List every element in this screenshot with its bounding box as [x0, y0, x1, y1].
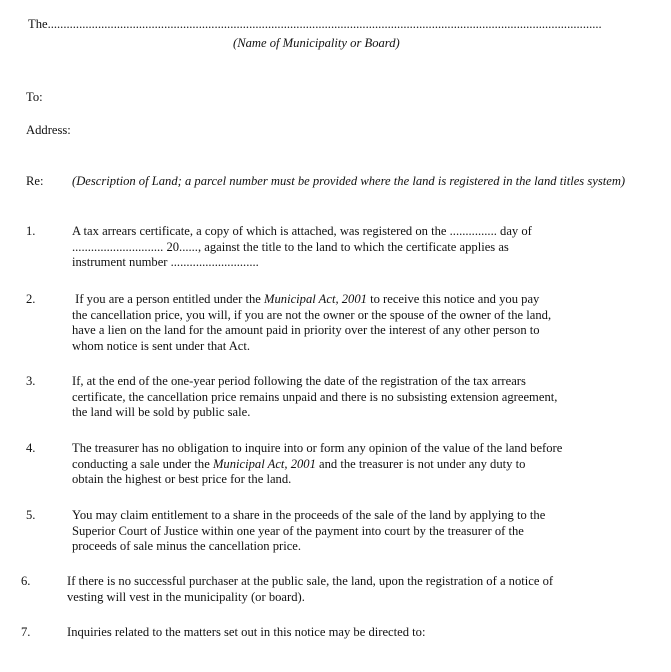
paragraph-3-line: If, at the end of the one-year period following the date of the registration of the tax arrears	[72, 374, 526, 388]
paragraph-5-line: proceeds of sale minus the cancellation price.	[72, 539, 302, 553]
paragraph-7-line: Inquiries related to the matters set out in this notice may be directed to:	[67, 625, 426, 639]
paragraph-4-line	[72, 457, 662, 473]
paragraph-2-number: 2.	[26, 292, 36, 306]
paragraph-5-text	[72, 508, 662, 555]
paragraph-1-line: A tax arrears certificate, a copy of which is attached, was registered on the ............... day of	[72, 224, 532, 238]
paragraph-6-number: 6.	[21, 574, 31, 588]
paragraph-3-text	[72, 374, 662, 421]
paragraph-4-line: obtain the highest or best price for the land.	[72, 472, 292, 486]
paragraph-1-text	[72, 224, 662, 271]
paragraph-6-line: vesting will vest in the municipality (or board).	[67, 589, 305, 604]
paragraph-4-line: The treasurer has no obligation to inquire into or form any opinion of the value of the land before	[72, 441, 563, 455]
paragraph-4-text-segment: and the treasurer is not under any duty to	[315, 456, 526, 471]
paragraph-5-number: 5.	[26, 508, 36, 522]
paragraph-4-number: 4.	[26, 441, 36, 455]
municipality-caption: (Name of Municipality or Board)	[233, 36, 400, 50]
paragraph-2-line: the cancellation price, you will, if you are not the owner or the spouse of the owner of the land,	[72, 307, 552, 322]
paragraph-6-line: If there is no successful purchaser at the public sale, the land, upon the registration of a notice of	[67, 574, 554, 588]
paragraph-3-line: the land will be sold by public sale.	[72, 405, 251, 419]
paragraph-2-line: have a lien on the land for the amount paid in priority over the interest of any other person to	[72, 323, 540, 337]
paragraph-1-line: ............................. 20......, against the title to the land to which the certificate applies as	[72, 239, 509, 254]
municipal-act-reference: Municipal Act, 2001	[263, 292, 367, 306]
paragraph-3-number: 3.	[26, 374, 36, 388]
paragraph-5-line: Superior Court of Justice within one year of the payment into court by the treasurer of the	[72, 523, 524, 538]
address-label: Address:	[26, 123, 71, 137]
to-label: To:	[26, 90, 43, 104]
municipal-act-reference: Municipal Act, 2001	[212, 456, 316, 471]
paragraph-2-line: whom notice is sent under that Act.	[72, 338, 251, 353]
paragraph-2-text	[72, 292, 662, 354]
paragraph-6-text	[67, 574, 662, 605]
paragraph-2-text-segment: If you are a person entitled under the	[72, 292, 264, 306]
re-description: (Description of Land; a parcel number must be provided where the land is registered in the land titles system)	[72, 174, 626, 188]
paragraph-5-line: You may claim entitlement to a share in the proceeds of the sale of the land by applying to the	[72, 508, 546, 522]
paragraph-7-number: 7.	[21, 625, 31, 639]
paragraph-4-text	[72, 441, 662, 488]
re-label: Re:	[26, 174, 44, 188]
paragraph-2-text-segment: to receive this notice and you pay	[366, 292, 540, 306]
paragraph-7-text	[67, 625, 662, 641]
paragraph-3-line: certificate, the cancellation price remains unpaid and there is no subsisting extension agreement,	[72, 389, 558, 404]
municipality-name-line: The................................................................................................................................................................................	[28, 17, 602, 31]
paragraph-4-text-segment: conducting a sale under the	[72, 456, 213, 471]
paragraph-1-number: 1.	[26, 224, 36, 238]
paragraph-2-line	[72, 292, 662, 308]
paragraph-1-line: instrument number ............................	[72, 255, 259, 269]
